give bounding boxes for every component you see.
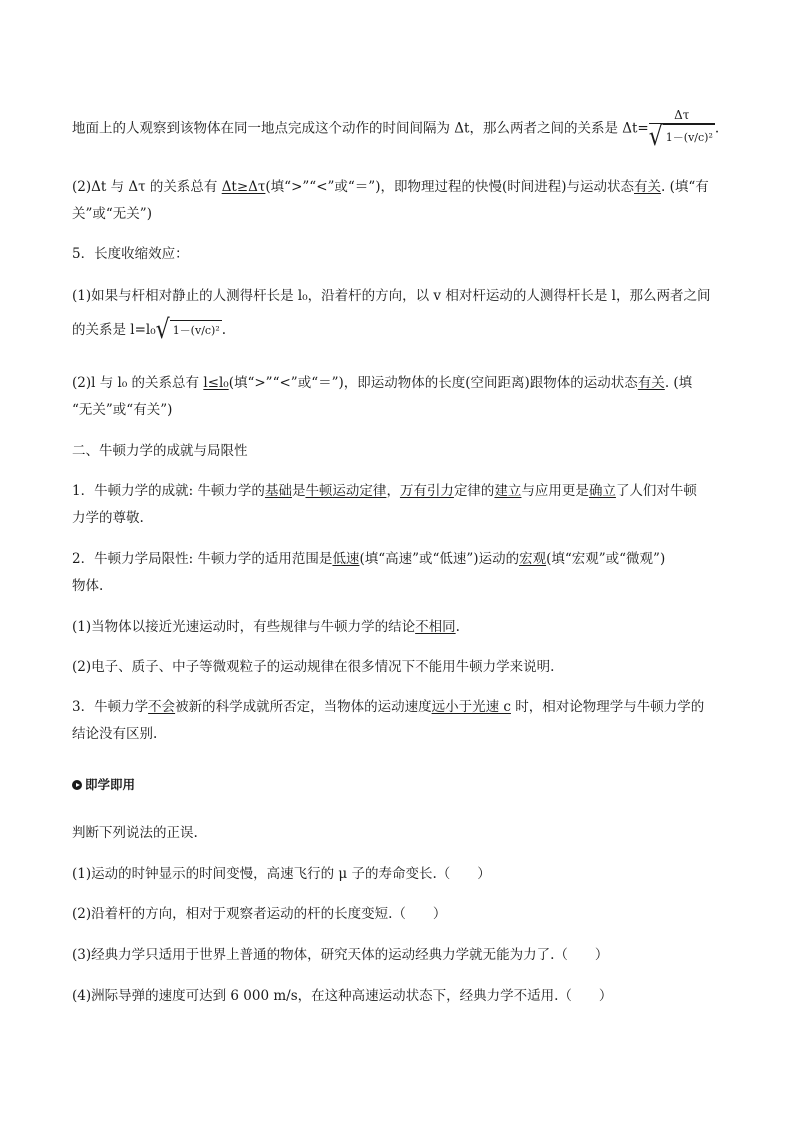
answer-fill: 基础	[264, 483, 292, 499]
text: ，	[386, 483, 400, 499]
answer-fill: Δt≥Δτ	[221, 179, 266, 195]
length-contraction-heading	[72, 244, 189, 264]
text: 物体.	[72, 578, 104, 594]
answer-fill: 不相同	[415, 619, 456, 635]
answer-fill: 低速	[332, 551, 360, 567]
period: .	[455, 619, 460, 635]
practice-intro	[72, 823, 198, 843]
text: (1)如果与杆相对静止的人测得杆长是 l₀，沿着杆的方向，以 v 相对杆运动的人测得杆长是 l，那么两者之间	[72, 288, 711, 304]
text: (2)l 与 l₀ 的关系总有	[72, 375, 204, 391]
question-1	[72, 864, 491, 884]
answer-fill: 有关	[634, 179, 662, 195]
text: 2．牛顿力学局限性: 牛顿力学的适用范围是	[72, 551, 333, 567]
text: 关”或“无关”)	[72, 206, 152, 222]
text: 力学的尊敬.	[72, 510, 144, 526]
length-compare-line1	[72, 373, 692, 393]
time-dilation-text: 地面上的人观察到该物体在同一地点完成这个动作的时间间隔为 Δt，那么两者之间的关系是 Δt=	[72, 120, 649, 137]
time-dilation-relation	[72, 107, 719, 151]
text: (填“>”“<”或“＝”)，即物理过程的快慢(时间进程)与运动状态	[265, 179, 635, 195]
limit-point-2	[72, 657, 554, 677]
text: 被新的科学成就所否定，当物体的运动速度	[175, 699, 432, 715]
newton-limit-line2	[72, 576, 103, 596]
time-relation-line2	[72, 204, 152, 224]
text: (填“>”“<”或“＝”)，即运动物体的长度(空间距离)跟物体的运动状态	[228, 375, 638, 391]
question-3	[72, 945, 608, 965]
formula-numerator: Δτ	[649, 107, 715, 124]
text: 5．长度收缩效应：	[72, 246, 189, 262]
text: (2)电子、质子、中子等微观粒子的运动规律在很多情况下不能用牛顿力学来说明.	[72, 659, 555, 675]
answer-fill: 建立	[494, 483, 522, 499]
answer-fill: 牛顿运动定律	[305, 483, 387, 499]
text: 1．牛顿力学的成就: 牛顿力学的	[72, 483, 265, 499]
answer-fill: 万有引力	[399, 483, 454, 499]
text: 时，相对论物理学与牛顿力学的	[510, 699, 705, 715]
text: 定律的	[453, 483, 495, 499]
text: 3．牛顿力学	[72, 699, 149, 715]
text: 的关系是 l=l₀	[72, 322, 156, 338]
formula-radicand: 1－(v/c)²	[663, 124, 715, 151]
text: (4)洲际导弹的速度可达到 6 000 m/s，在这种高速运动状态下，经典力学不适用.（ ）	[72, 988, 613, 1004]
text: (1)运动的时钟显示的时间变慢，高速飞行的 μ 子的寿命变长.（ ）	[72, 866, 491, 882]
text: (1)当物体以接近光速运动时，有些规律与牛顿力学的结论	[72, 619, 416, 635]
newton-validity-line2	[72, 724, 157, 744]
time-relation-line1	[72, 177, 709, 197]
question-4	[72, 986, 612, 1006]
text: (2)Δt 与 Δτ 的关系总有	[72, 179, 222, 195]
newton-validity-line1	[72, 697, 704, 717]
text: . (填“有	[661, 179, 709, 195]
question-2	[72, 904, 446, 924]
text: 了人们对牛顿	[615, 483, 697, 499]
length-relation-line1	[72, 286, 710, 306]
text: 结论没有区别.	[72, 726, 158, 742]
period: .	[221, 322, 227, 338]
text: 是	[291, 483, 306, 499]
text: “无关”或“有关”)	[72, 402, 173, 418]
newton-achievement-line2	[72, 508, 144, 528]
text: (3)经典力学只适用于世界上普通的物体，研究天体的运动经典力学就无能为力了.（ ）	[72, 947, 609, 963]
text: 即学即用	[85, 777, 136, 792]
period: .	[714, 120, 720, 137]
newton-limit-line1	[72, 549, 665, 569]
text: (填“宏观”或“微观”)	[546, 551, 666, 567]
answer-fill: 远小于光速 c	[431, 699, 511, 715]
length-formula-radicand: 1－(v/c)²	[170, 320, 222, 341]
answer-fill: 确立	[588, 483, 616, 499]
text: 与应用更是	[521, 483, 589, 499]
text: . (填	[664, 375, 693, 391]
answer-fill: l≤l₀	[203, 375, 229, 391]
length-relation-line2: 的关系是 l=l₀√ 1－(v/c)² .	[72, 314, 227, 345]
text: 判断下列说法的正误.	[72, 825, 198, 841]
newton-achievement-line1	[72, 481, 697, 501]
time-dilation-formula: $\frac{\Delta\tau}{\text{√ 1－(v/c)²}}$	[648, 108, 713, 152]
answer-fill: 有关	[637, 375, 665, 391]
answer-fill: 不会	[148, 699, 176, 715]
text: 二、牛顿力学的成就与局限性	[72, 443, 248, 459]
limit-point-1	[72, 617, 460, 637]
play-circle-icon	[72, 780, 82, 790]
practice-heading	[72, 775, 135, 795]
section-title	[72, 441, 248, 461]
answer-fill: 宏观	[519, 551, 547, 567]
length-compare-line2	[72, 400, 172, 420]
text: (2)沿着杆的方向，相对于观察者运动的杆的长度变短.（ ）	[72, 906, 447, 922]
text: (填“高速”或“低速”)运动的	[359, 551, 520, 567]
